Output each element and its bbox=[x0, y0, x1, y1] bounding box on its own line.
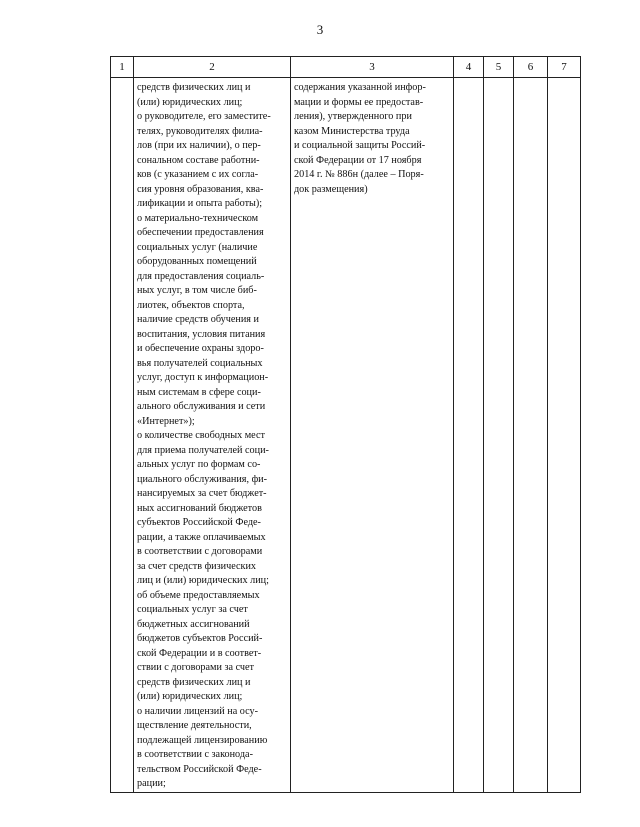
text-line: бюджетов субъектов Россий- bbox=[137, 633, 263, 644]
text-line: ков (с указанием с их согла- bbox=[137, 169, 259, 180]
column-header-4: 4 bbox=[454, 57, 484, 78]
text-line: обеспечении предоставления bbox=[137, 227, 264, 238]
text-line: ных ассигнований бюджетов bbox=[137, 502, 262, 514]
text-line: лов (при их наличии), о пер- bbox=[137, 140, 261, 151]
text-line: ской Федерации и в соответ- bbox=[137, 647, 262, 659]
text-line: альных услуг по формам со- bbox=[137, 459, 261, 470]
text-line: социальных услуг (наличие bbox=[137, 241, 258, 253]
text-line: тельством Российской Феде- bbox=[137, 763, 262, 775]
table-header-row bbox=[111, 57, 581, 78]
column-header-2: 2 bbox=[134, 57, 291, 78]
text-line: о руководителе, его заместите- bbox=[137, 111, 271, 122]
column-header-7: 7 bbox=[548, 57, 581, 78]
text-line: о количестве свободных мест bbox=[137, 430, 265, 441]
text-line: оборудованных помещений bbox=[137, 256, 257, 267]
text-line: лиц и (или) юридических лиц; bbox=[137, 575, 269, 586]
column-header-6: 6 bbox=[514, 57, 548, 78]
text-line: средств физических лиц и bbox=[137, 82, 251, 93]
text-line: сональном составе работни- bbox=[137, 154, 260, 166]
text-line: и социальной защиты Россий- bbox=[294, 140, 426, 151]
text-line: сия уровня образования, ква- bbox=[137, 183, 264, 195]
text-line: док размещения) bbox=[294, 183, 368, 195]
text-line: для приема получателей соци- bbox=[137, 444, 269, 456]
text-line: ального обслуживания и сети bbox=[137, 401, 266, 412]
cell-col-3 bbox=[291, 78, 454, 793]
column-header-3: 3 bbox=[291, 57, 454, 78]
text-line: ления), утвержденного при bbox=[294, 111, 412, 122]
column-header-5: 5 bbox=[484, 57, 514, 78]
text-line: лификации и опыта работы); bbox=[137, 198, 263, 209]
table-row bbox=[111, 78, 581, 793]
text-line: (или) юридических лиц; bbox=[137, 691, 243, 702]
text-line: в соответствии с законода- bbox=[137, 749, 253, 760]
text-line: ных услуг, в том числе биб- bbox=[137, 285, 257, 296]
text-line: субъектов Российской Феде- bbox=[137, 517, 261, 528]
text-line: воспитания, условия питания bbox=[137, 328, 266, 340]
text-line: 2014 г. № 886н (далее – Поря- bbox=[294, 169, 424, 180]
cell-col-1 bbox=[111, 78, 134, 793]
cell-col-4 bbox=[454, 78, 484, 793]
cell-col-2 bbox=[134, 78, 291, 793]
text-line: содержания указанной инфор- bbox=[294, 82, 426, 93]
text-line: ской Федерации от 17 ноября bbox=[294, 154, 422, 166]
page-number: 3 bbox=[316, 22, 324, 37]
text-line: ным системам в сфере соци- bbox=[137, 386, 261, 398]
text-line: услуг, доступ к информацион- bbox=[137, 372, 269, 383]
text-line: рации, а также оплачиваемых bbox=[137, 531, 266, 543]
text-line: средств физических лиц и bbox=[137, 676, 251, 688]
text-line: за счет средств физических bbox=[137, 560, 257, 572]
text-line: социальных услуг за счет bbox=[137, 604, 248, 615]
text-line: об объеме предоставляемых bbox=[137, 589, 260, 601]
text-line: о материально-техническом bbox=[137, 212, 259, 224]
text-line: нансируемых за счет бюджет- bbox=[137, 488, 267, 499]
text-line: и обеспечение охраны здоро- bbox=[137, 343, 264, 354]
cell-col-3-text bbox=[291, 78, 453, 197]
text-line: бюджетных ассигнований bbox=[137, 618, 250, 630]
cell-col-2-text bbox=[134, 78, 290, 792]
text-line: наличие средств обучения и bbox=[137, 314, 259, 325]
text-line: в соответствии с договорами bbox=[137, 546, 263, 557]
cell-col-5 bbox=[484, 78, 514, 793]
text-line: (или) юридических лиц; bbox=[137, 96, 243, 108]
text-line: вья получателей социальных bbox=[137, 357, 263, 369]
text-line: «Интернет»); bbox=[137, 415, 195, 427]
column-header-1: 1 bbox=[111, 57, 134, 78]
text-line: для предоставления социаль- bbox=[137, 270, 265, 282]
text-line: ствии с договорами за счет bbox=[137, 662, 255, 673]
text-line: о наличии лицензий на осу- bbox=[137, 705, 258, 717]
text-line: подлежащей лицензированию bbox=[137, 734, 268, 746]
text-line: рации; bbox=[137, 778, 166, 789]
text-line: мации и формы ее предостав- bbox=[294, 96, 424, 108]
text-line: лиотек, объектов спорта, bbox=[137, 299, 245, 311]
text-line: ществление деятельности, bbox=[137, 720, 252, 731]
document-table bbox=[110, 56, 581, 793]
text-line: циального обслуживания, фи- bbox=[137, 473, 268, 485]
cell-col-7 bbox=[548, 78, 581, 793]
text-line: казом Министерства труда bbox=[294, 125, 410, 137]
text-line: телях, руководителях филиа- bbox=[137, 125, 263, 137]
cell-col-6 bbox=[514, 78, 548, 793]
